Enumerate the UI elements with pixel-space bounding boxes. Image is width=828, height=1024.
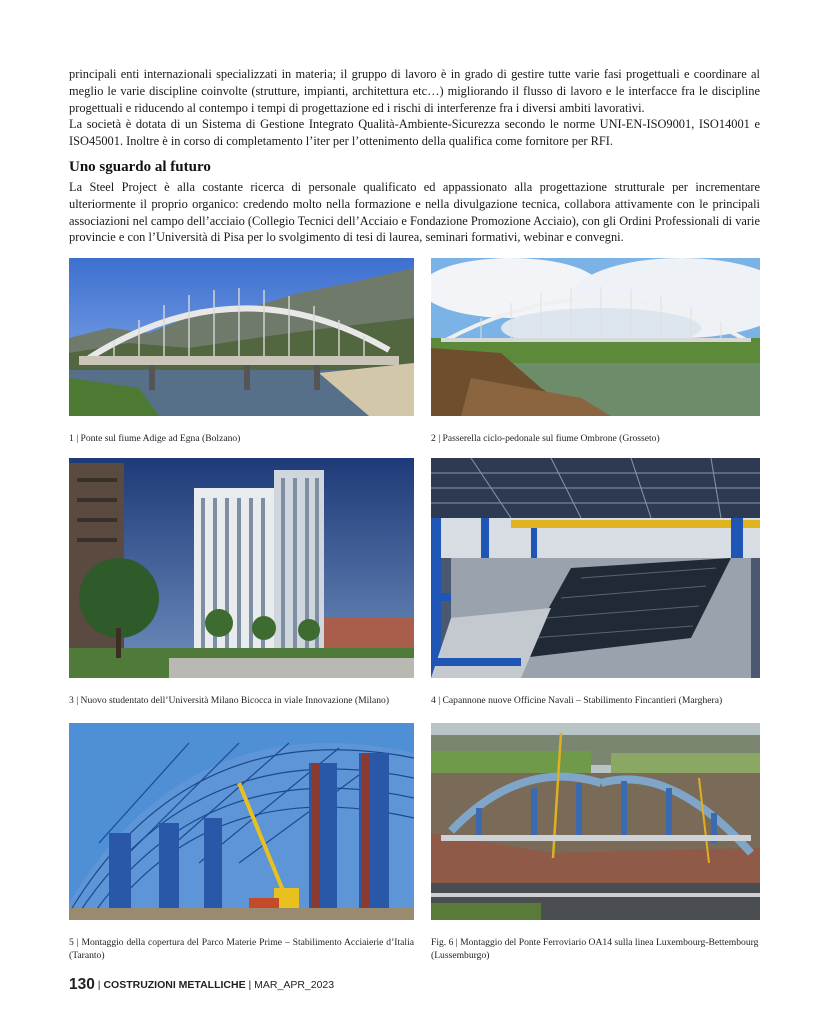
paragraph-3: La Steel Project è alla costante ricerca di personale qualificato ed appassionato alla progettazione strutturale per incrementare ulteriormente il proprio organico: credendo molto nella formazione e nella divulgazione tecnica, collabora attivamente con le principali associazioni nel campo dell’acciaio (Collegio Tecnici dell’Acciaio e Fondazione Promozione Acciaio), con gli Ordini Professionali di varie provincie e con l’Università di Pisa per lo svolgimento di tesi di laurea, seminari formativi, webinar e convegni. [69,180,760,245]
photo-adige-bridge [69,258,414,416]
caption-3: 3 | Nuovo studentato dell’Università Milano Bicocca in viale Innovazione (Milano) [69,695,390,706]
caption-5: 5 | Montaggio della copertura del Parco Materie Prime – Stabilimento Acciaierie d’Italia (Taranto) [69,937,414,961]
footer-separator: | [245,979,255,991]
caption-4: 4 | Capannone nuove Officine Navali – Stabilimento Fincantieri (Marghera) [431,695,723,706]
photo-student-residence [69,458,414,678]
magazine-name: COSTRUZIONI METALLICHE [103,979,246,991]
page-number: 130 [69,976,95,993]
page-footer [69,976,334,994]
photo-railway-bridge-oa14 [431,723,760,920]
paragraph-1: principali enti internazionali specializzati in materia; il gruppo di lavoro è in grado di gestire tutte varie fasi progettuali e coordinare al meglio le varie discipline coinvolte (strutture, impianti, architettura etc…) migliorando il flusso di lavoro e le interfacce fra le discipline progettuali e riducendo al contempo i tempi di progettazione ed i rischi di interferenze fra i diversi ambiti lavorativi. [69,67,760,115]
paragraph-2: La società è dotata di un Sistema di Gestione Integrato Qualità-Ambiente-Sicurezza secondo le norme UNI-EN-ISO9001, ISO14001 e ISO45001. Inoltre è in corso di completamento l’iter per l’ottenimento della qualifica come fornitore per RFI. [69,117,760,149]
section-heading: Uno sguardo al futuro [69,159,211,175]
body-text-top [69,66,760,150]
issue-label: MAR_APR_2023 [254,979,335,991]
photo-shipyard-shed [431,458,760,678]
caption-2: 2 | Passerella ciclo-pedonale sul fiume Ombrone (Grosseto) [431,433,660,444]
body-text-bottom [69,179,760,246]
footer-separator: | [94,979,104,991]
caption-1: 1 | Ponte sul fiume Adige ad Egna (Bolzano) [69,433,241,444]
caption-6: Fig. 6 | Montaggio del Ponte Ferroviario OA14 sulla linea Luxembourg-Bettembourg (Lussemburgo) [431,937,759,961]
photo-taranto-roof-assembly [69,723,414,920]
photo-ombrone-footbridge [431,258,760,416]
